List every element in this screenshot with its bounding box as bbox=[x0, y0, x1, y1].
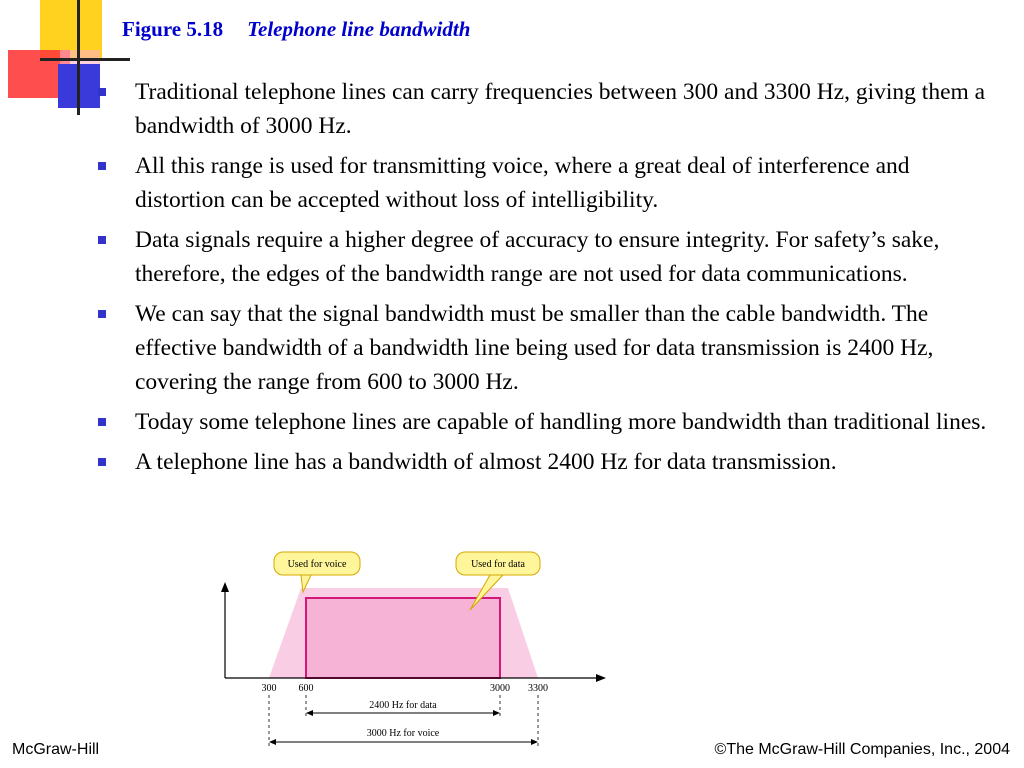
range-voice-left-arrow-icon bbox=[269, 739, 276, 745]
figure-title: Telephone line bandwidth bbox=[247, 17, 471, 41]
figure-number: Figure 5.18 bbox=[122, 17, 224, 41]
bullet-item bbox=[96, 149, 1001, 217]
data-band-rect bbox=[306, 598, 500, 678]
bullet-item bbox=[96, 297, 1001, 399]
x-axis-arrow-icon bbox=[596, 674, 606, 682]
bullet-text: Data signals require a higher degree of accuracy to ensure integrity. For safety’s sake, therefore, the edges of the bandwidth range are not used for data communications. bbox=[135, 227, 940, 287]
callout-voice-label: Used for voice bbox=[287, 559, 347, 570]
bullet-square-icon bbox=[98, 88, 106, 96]
bullet-square-icon bbox=[98, 458, 106, 466]
bullet-square-icon bbox=[98, 310, 106, 318]
callout-data-label: Used for data bbox=[471, 559, 525, 570]
bullet-square-icon bbox=[98, 236, 106, 244]
bullet-text: Today some telephone lines are capable of handling more bandwidth than traditional lines. bbox=[135, 409, 987, 435]
footer-publisher: McGraw-Hill bbox=[12, 741, 100, 758]
tick-label-3300: 3300 bbox=[528, 683, 548, 694]
slide-title bbox=[122, 17, 470, 42]
bullet-item bbox=[96, 223, 1001, 291]
tick-label-3000: 3000 bbox=[490, 683, 510, 694]
tick-label-600: 600 bbox=[298, 683, 314, 694]
bullet-text: All this range is used for transmitting voice, where a great deal of interference and distortion can be accepted without loss of intelligibility. bbox=[135, 153, 910, 213]
horizontal-line-shape bbox=[40, 58, 130, 61]
bullet-item bbox=[96, 445, 1001, 479]
bullet-text: We can say that the signal bandwidth must be smaller than the cable bandwidth. The effective bandwidth of a bandwidth line being used for data transmission is 2400 Hz, covering the range from 600 to 3000 Hz. bbox=[135, 301, 934, 395]
bullet-text: A telephone line has a bandwidth of almost 2400 Hz for data transmission. bbox=[135, 449, 837, 475]
bullet-square-icon bbox=[98, 418, 106, 426]
bullet-item bbox=[96, 405, 1001, 439]
footer-copyright: ©The McGraw-Hill Companies, Inc., 2004 bbox=[714, 741, 1010, 758]
bullet-square-icon bbox=[98, 162, 106, 170]
range-voice-right-arrow-icon bbox=[531, 739, 538, 745]
range-data-left-arrow-icon bbox=[306, 710, 313, 716]
y-axis-arrow-icon bbox=[221, 582, 229, 592]
bullet-list bbox=[96, 75, 1001, 485]
bandwidth-diagram bbox=[205, 548, 615, 753]
range-voice-label: 3000 Hz for voice bbox=[366, 728, 440, 739]
range-data-label: 2400 Hz for data bbox=[369, 700, 437, 711]
bullet-text: Traditional telephone lines can carry frequencies between 300 and 3300 Hz, giving them a bandwidth of 3000 Hz. bbox=[135, 79, 986, 139]
range-data-right-arrow-icon bbox=[493, 710, 500, 716]
tick-label-300: 300 bbox=[261, 683, 277, 694]
bullet-item bbox=[96, 75, 1001, 143]
